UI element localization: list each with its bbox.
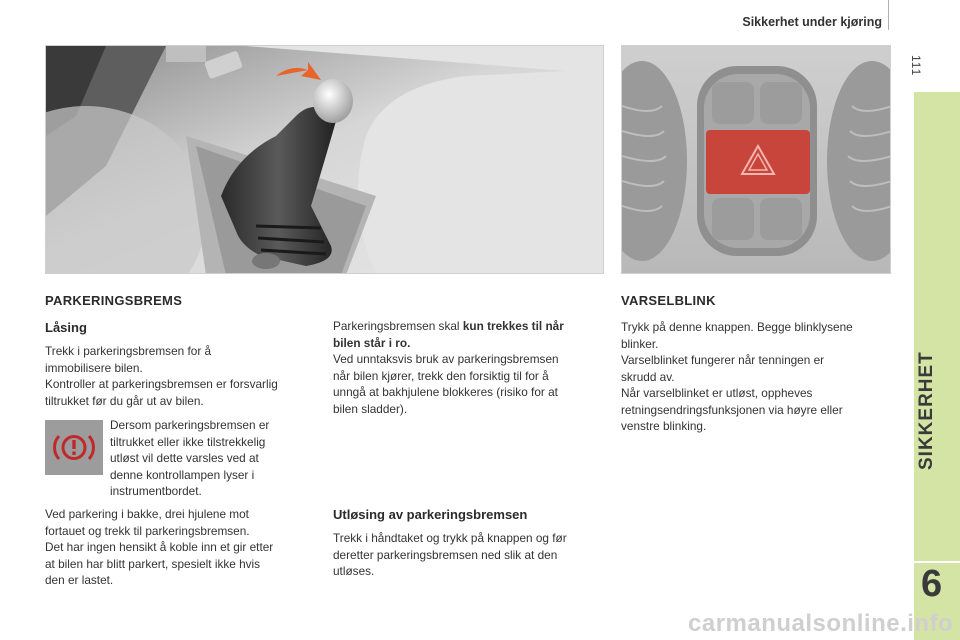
text-line: Trekk i parkeringsbremsen for å xyxy=(45,344,212,358)
parking-brake-title: PARKERINGSBREMS xyxy=(45,293,183,308)
slope-parking-text xyxy=(45,506,330,589)
text-line xyxy=(333,335,608,352)
text-line: Trykk på denne knappen. Begge blinklysene xyxy=(621,320,853,334)
brake-warning-lamp xyxy=(45,420,103,475)
text-line: tiltrukket eller ikke tilstrekkelig xyxy=(110,434,266,449)
text-line: utløses. xyxy=(333,564,375,578)
text-line: Når varselblinket er utløst, oppheves xyxy=(621,386,813,400)
text-line: tiltrukket før du går ut av bilen. xyxy=(45,393,204,408)
text-line: deretter parkeringsbremsen ned slik at den xyxy=(333,547,558,562)
text-line: skrudd av. xyxy=(621,369,675,384)
text-line: Varselblinket fungerer når tenningen er xyxy=(621,353,825,367)
text-line: blinker. xyxy=(621,336,659,351)
text-line: Ved parkering i bakke, drei hjulene mot xyxy=(45,507,249,521)
usage-intro: Parkeringsbremsen skal xyxy=(333,319,463,333)
text-line: Dersom parkeringsbremsen er xyxy=(110,418,270,432)
text-line: retningsendringsfunksjonen via høyre eller xyxy=(621,402,843,417)
brake-usage-text xyxy=(333,318,608,417)
text-line: når bilen kjører, trekk den forsiktig til for å xyxy=(333,368,549,383)
text-line: denne kontrollampen lyser i xyxy=(110,467,255,482)
text-line: bilen sladder). xyxy=(333,401,408,416)
text-line: venstre blinking. xyxy=(621,419,707,433)
text-line: Trekk i håndtaket og trykk på knappen og før xyxy=(333,531,567,545)
chapter-number: 6 xyxy=(921,563,943,605)
release-subtitle: Utløsing av parkeringsbremsen xyxy=(333,507,528,522)
text-line: fortauet og trekk til parkeringsbremsen. xyxy=(45,523,250,538)
hazard-switch-illustration xyxy=(621,45,891,274)
text-line: den er lastet. xyxy=(45,573,114,587)
watermark: carmanualsonline.info xyxy=(688,610,954,637)
locking-paragraph xyxy=(45,343,325,409)
text-line xyxy=(333,318,608,335)
parking-brake-illustration xyxy=(45,45,604,274)
page-number: 111 xyxy=(909,55,923,77)
usage-bold: bilen står i ro. xyxy=(333,335,411,350)
header-divider xyxy=(888,0,889,30)
text-line: Kontroller at parkeringsbremsen er forsvarlig xyxy=(45,377,278,391)
release-text xyxy=(333,530,613,580)
text-line: Ved unntaksvis bruk av parkeringsbremsen xyxy=(333,352,559,366)
warning-lamp-text xyxy=(110,417,325,500)
text-line: utløst vil dette varsles ved at xyxy=(110,451,259,465)
text-line: unngå at bakhjulene blokkeres (risiko for at xyxy=(333,385,558,399)
hazard-text xyxy=(621,319,901,435)
usage-bold: kun trekkes til når xyxy=(462,319,564,333)
text-line: at bilen har blitt parkert, spesielt ikke hvis xyxy=(45,556,261,571)
brake-warning-icon xyxy=(45,420,103,475)
text-line: Det har ingen hensikt å koble inn et gir etter xyxy=(45,540,274,554)
text-line: immobilisere bilen. xyxy=(45,360,143,375)
text-line: instrumentbordet. xyxy=(110,484,202,498)
chapter-label: SIKKERHET xyxy=(916,351,937,470)
page-header-title: Sikkerhet under kjøring xyxy=(742,15,882,29)
hazard-title: VARSELBLINK xyxy=(621,293,716,308)
locking-subtitle: Låsing xyxy=(45,320,87,335)
